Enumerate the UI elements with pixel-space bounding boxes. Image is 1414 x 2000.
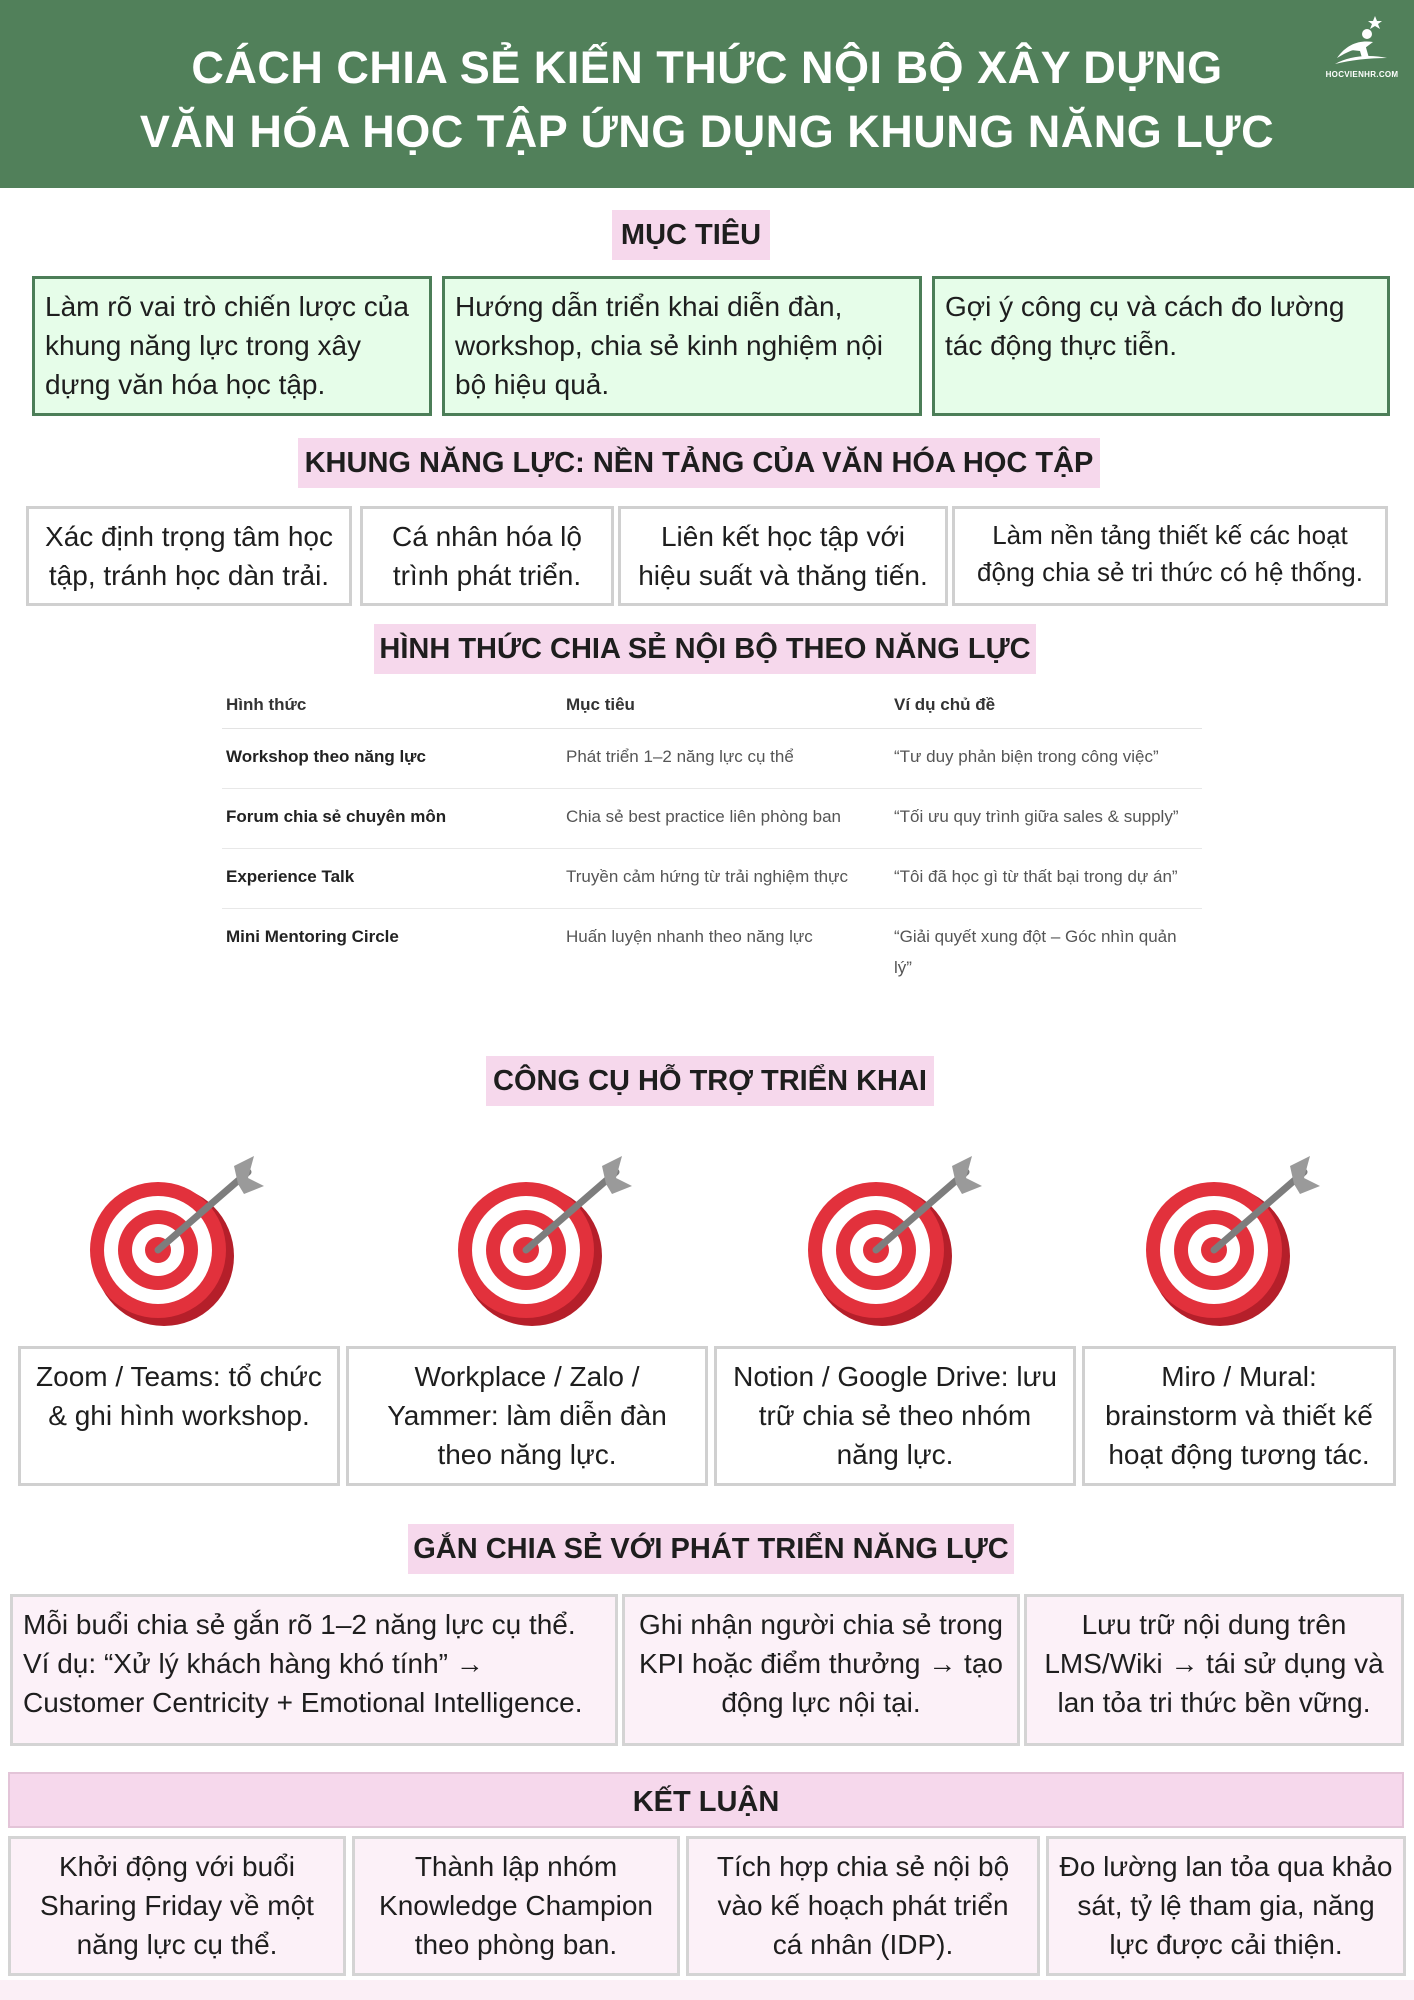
hocvienhr-logo [1322,14,1402,86]
table-cell: “Tư duy phản biện trong công việc” [890,728,1202,788]
table-header-cell: Hình thức [222,682,562,728]
table-cell: “Tôi đã học gì từ thất bại trong dự án” [890,848,1202,908]
target-arrow-icon [1144,1156,1334,1326]
objective-card: Làm rõ vai trò chiến lược của khung năng lực trong xây dựng văn hóa học tập. [32,276,432,416]
objective-card: Hướng dẫn triển khai diễn đàn, workshop, chia sẻ kinh nghiệm nội bộ hiệu quả. [442,276,922,416]
table-header-cell: Ví dụ chủ đề [890,682,1202,728]
page-title-line-2: VĂN HÓA HỌC TẬP ỨNG DỤNG KHUNG NĂNG LỰC [139,106,1275,157]
page-title [100,36,1314,164]
conclusion-card: Đo lường lan tỏa qua khảo sát, tỷ lệ tham gia, năng lực được cải thiện. [1046,1836,1406,1976]
table-cell: Experience Talk [222,848,562,908]
framework-card: Xác định trọng tâm học tập, tránh học dàn trải. [26,506,352,606]
target-arrow-icon [806,1156,996,1326]
page-title-line-1: CÁCH CHIA SẺ KIẾN THỨC NỘI BỘ XÂY DỰNG [191,42,1223,93]
framework-card: Liên kết học tập với hiệu suất và thăng tiến. [618,506,948,606]
table-cell: “Tối ưu quy trình giữa sales & supply” [890,788,1202,848]
table-cell: Huấn luyện nhanh theo năng lực [566,926,813,946]
framework-card: Cá nhân hóa lộ trình phát triển. [360,506,614,606]
logo-text: HOCVIENHR.COM [1325,70,1399,79]
conclusion-card: Thành lập nhóm Knowledge Champion theo phòng ban. [352,1836,680,1976]
framework-title: KHUNG NĂNG LỰC: NỀN TẢNG CỦA VĂN HÓA HỌC TẬP [298,438,1100,488]
tool-card: Miro / Mural: brainstorm và thiết kế hoạt động tương tác. [1082,1346,1396,1486]
formats-title: HÌNH THỨC CHIA SẺ NỘI BỘ THEO NĂNG LỰC [374,624,1036,674]
linking-title: GẮN CHIA SẺ VỚI PHÁT TRIỂN NĂNG LỰC [408,1524,1014,1574]
tool-card: Zoom / Teams: tổ chức & ghi hình workshop. [18,1346,340,1486]
conclusion-card: Khởi động với buổi Sharing Friday về một năng lực cụ thể. [8,1836,346,1976]
table-cell: Chia sẻ best practice liên phòng ban [562,788,890,848]
footer-bar [0,1980,1414,2000]
tool-card: Workplace / Zalo / Yammer: làm diễn đàn theo năng lực. [346,1346,708,1486]
table-cell: Forum chia sẻ chuyên môn [222,788,562,848]
table-cell: Phát triển 1–2 năng lực cụ thể [562,728,890,788]
header-banner [0,0,1414,188]
table-cell: “Giải quyết xung đột – Góc nhìn quản lý” [894,926,1177,977]
tool-card: Notion / Google Drive: lưu trữ chia sẻ theo nhóm năng lực. [714,1346,1076,1486]
table-cell: Workshop theo năng lực [222,728,562,788]
target-arrow-icon [456,1156,646,1326]
table-header-row [222,682,1202,728]
person-star-logo-icon [1329,14,1395,68]
table-row [222,848,1202,908]
table-row [222,908,1202,999]
linking-card: Ghi nhận người chia sẻ trong KPI hoặc điểm thưởng → tạo động lực nội tại. [622,1594,1020,1746]
tools-title: CÔNG CỤ HỖ TRỢ TRIỂN KHAI [486,1056,934,1106]
conclusion-card: Tích hợp chia sẻ nội bộ vào kế hoạch phát triển cá nhân (IDP). [686,1836,1040,1976]
target-arrow-icon [88,1156,278,1326]
objectives-title: MỤC TIÊU [612,210,770,260]
linking-card: Lưu trữ nội dung trên LMS/Wiki → tái sử dụng và lan tỏa tri thức bền vững. [1024,1594,1404,1746]
framework-card: Làm nền tảng thiết kế các hoạt động chia sẻ tri thức có hệ thống. [952,506,1388,606]
formats-table [222,682,1202,999]
objective-card: Gợi ý công cụ và cách đo lường tác động thực tiễn. [932,276,1390,416]
table-cell: Truyền cảm hứng từ trải nghiệm thực [562,848,890,908]
linking-card: Mỗi buổi chia sẻ gắn rõ 1–2 năng lực cụ thể. Ví dụ: “Xử lý khách hàng khó tính” → Customer Centricity + Emotional Intelligence. [10,1594,618,1746]
table-cell: Mini Mentoring Circle [226,926,399,946]
table-row [222,728,1202,788]
table-header-cell: Mục tiêu [562,682,890,728]
table-row [222,788,1202,848]
conclusion-title: KẾT LUẬN [8,1772,1404,1828]
